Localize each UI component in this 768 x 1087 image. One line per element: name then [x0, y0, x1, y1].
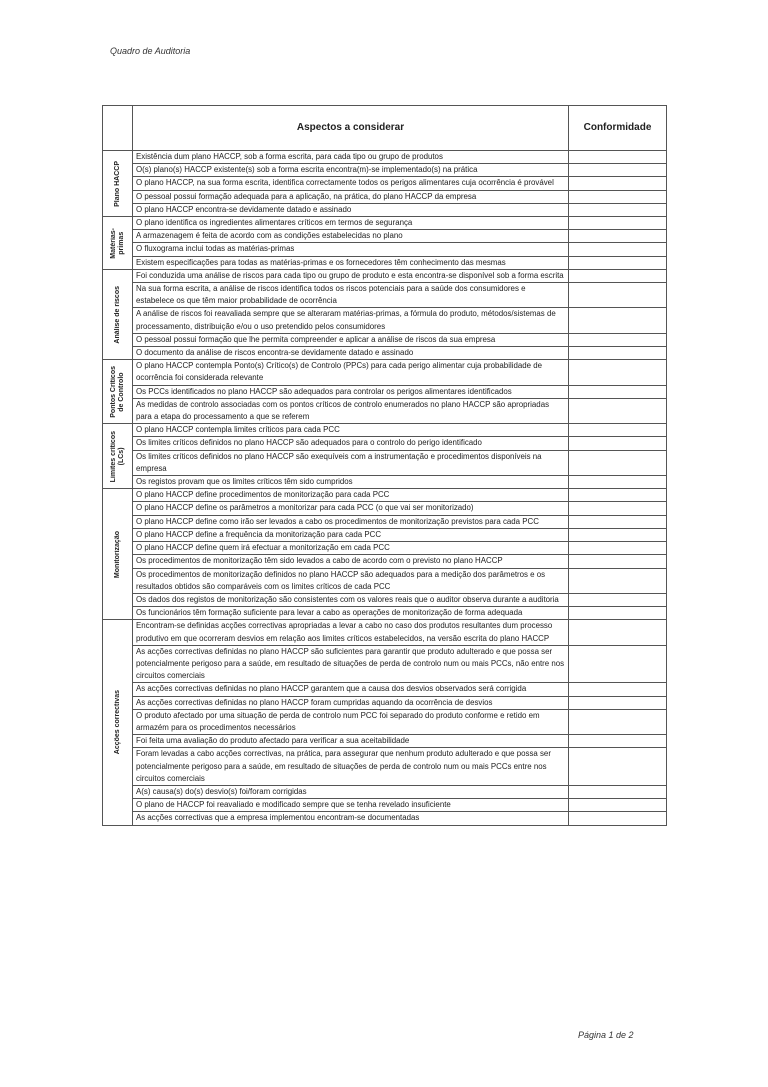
table-row [103, 709, 667, 734]
page-number: Página 1 de 2 [578, 1030, 634, 1040]
criterion-text: As acções correctivas definidas no plano HACCP garantem que a causa dos desvios observados será corrigida [133, 683, 569, 696]
table-row [103, 203, 667, 216]
criterion-text: As acções correctivas definidas no plano HACCP são suficientes para garantir que produto adulterado e que possa ser potencialmente perigoso para a saúde, em resultado de situações de perda de controlo num ou mais PCCs, não entre nos circuitos comerciais [133, 645, 569, 683]
table-row [103, 555, 667, 568]
table-row [103, 398, 667, 423]
conformity-cell[interactable] [569, 437, 667, 450]
table-row [103, 360, 667, 385]
table-row [103, 347, 667, 360]
criterion-text: O plano HACCP contempla limites críticos para cada PCC [133, 424, 569, 437]
section-category-label: Acções correctivas [113, 690, 121, 755]
conformity-cell[interactable] [569, 360, 667, 385]
conformity-cell[interactable] [569, 709, 667, 734]
criterion-text: Existência dum plano HACCP, sob a forma escrita, para cada tipo ou grupo de produtos [133, 151, 569, 164]
section-category-label: Monitorização [113, 530, 121, 578]
conformity-cell[interactable] [569, 696, 667, 709]
table-row [103, 785, 667, 798]
table-row [103, 283, 667, 308]
conformity-cell[interactable] [569, 528, 667, 541]
criterion-text: O plano HACCP define quem irá efectuar a monitorização em cada PCC [133, 542, 569, 555]
conformity-column-header: Conformidade [569, 106, 667, 151]
section-category [103, 269, 133, 359]
conformity-cell[interactable] [569, 620, 667, 645]
section-category-label: Matérias- primas [109, 227, 125, 259]
table-row [103, 243, 667, 256]
criterion-text: Existem especificações para todas as matérias-primas e os fornecedores têm conhecimento das mesmas [133, 256, 569, 269]
conformity-cell[interactable] [569, 607, 667, 620]
conformity-cell[interactable] [569, 283, 667, 308]
conformity-cell[interactable] [569, 812, 667, 825]
criterion-text: Foi feita uma avaliação do produto afectado para verificar a sua aceitabilidade [133, 735, 569, 748]
table-row [103, 256, 667, 269]
conformity-cell[interactable] [569, 203, 667, 216]
conformity-cell[interactable] [569, 542, 667, 555]
section-category [103, 360, 133, 424]
table-row [103, 607, 667, 620]
table-row [103, 489, 667, 502]
table-row [103, 424, 667, 437]
table-row [103, 620, 667, 645]
conformity-cell[interactable] [569, 735, 667, 748]
conformity-cell[interactable] [569, 398, 667, 423]
conformity-cell[interactable] [569, 177, 667, 190]
criterion-text: O(s) plano(s) HACCP existente(s) sob a forma escrita encontra(m)-se implementado(s) na prática [133, 164, 569, 177]
section-category [103, 424, 133, 489]
conformity-cell[interactable] [569, 683, 667, 696]
criterion-text: A(s) causa(s) do(s) desvio(s) foi/foram corrigidas [133, 785, 569, 798]
document-header: Quadro de Auditoria [110, 46, 191, 56]
table-header-row [103, 106, 667, 151]
conformity-cell[interactable] [569, 450, 667, 475]
criterion-text: O plano HACCP contempla Ponto(s) Crítico(s) de Controlo (PPCs) para cada perigo alimentar cuja probabilidade de ocorrência foi considerada relevante [133, 360, 569, 385]
conformity-cell[interactable] [569, 476, 667, 489]
table-row [103, 528, 667, 541]
table-row [103, 333, 667, 346]
section-category [103, 489, 133, 620]
conformity-cell[interactable] [569, 230, 667, 243]
criterion-text: O pessoal possui formação adequada para a aplicação, na prática, do plano HACCP da empresa [133, 190, 569, 203]
criterion-text: O pessoal possui formação que lhe permita compreender e aplicar a análise de riscos da sua empresa [133, 333, 569, 346]
criterion-text: Os limites críticos definidos no plano HACCP são exequíveis com a instrumentação e procedimentos disponíveis na empresa [133, 450, 569, 475]
table-row [103, 683, 667, 696]
table-row [103, 568, 667, 593]
criterion-text: O plano identifica os ingredientes alimentares críticos em termos de segurança [133, 217, 569, 230]
section-category [103, 151, 133, 217]
criterion-text: As medidas de controlo associadas com os pontos críticos de controlo enumerados no plano HACCP são apropriadas para a etapa do processamento a que se referem [133, 398, 569, 423]
criterion-text: Na sua forma escrita, a análise de riscos identifica todos os riscos potenciais para a saúde dos consumidores e estabelece os que têm maior probabilidade de ocorrência [133, 283, 569, 308]
conformity-cell[interactable] [569, 748, 667, 786]
criterion-text: O plano de HACCP foi reavaliado e modificado sempre que se tenha revelado insuficiente [133, 799, 569, 812]
criterion-text: Os procedimentos de monitorização têm sido levados a cabo de acordo com o previsto no plano HACCP [133, 555, 569, 568]
table-row [103, 177, 667, 190]
conformity-cell[interactable] [569, 269, 667, 282]
table-row [103, 696, 667, 709]
conformity-cell[interactable] [569, 385, 667, 398]
conformity-cell[interactable] [569, 555, 667, 568]
conformity-cell[interactable] [569, 190, 667, 203]
conformity-cell[interactable] [569, 424, 667, 437]
section-category [103, 217, 133, 270]
criterion-text: Encontram-se definidas acções correctivas apropriadas a levar a cabo no caso dos produtos resultantes dum processo produtivo em que ocorreram desvios em relação aos limites críticos estabelecidos, na versão escrita do plano HACCP [133, 620, 569, 645]
criterion-text: Os funcionários têm formação suficiente para levar a cabo as operações de monitorização de forma adequada [133, 607, 569, 620]
criterion-text: A armazenagem é feita de acordo com as condições estabelecidas no plano [133, 230, 569, 243]
conformity-cell[interactable] [569, 489, 667, 502]
criterion-text: Foi conduzida uma análise de riscos para cada tipo ou grupo de produto e esta encontra-se disponível sob a forma escrita [133, 269, 569, 282]
table-row [103, 542, 667, 555]
criterion-text: O plano HACCP, na sua forma escrita, identifica correctamente todos os perigos alimentares cuja ocorrência é provável [133, 177, 569, 190]
section-category-label: Análise de riscos [113, 285, 121, 344]
table-row [103, 230, 667, 243]
criterion-text: Os registos provam que os limites críticos têm sido cumpridos [133, 476, 569, 489]
criterion-text: O plano HACCP define como irão ser levados a cabo os procedimentos de monitorização previstos para cada PCC [133, 515, 569, 528]
criterion-text: O plano HACCP define procedimentos de monitorização para cada PCC [133, 489, 569, 502]
table-row [103, 645, 667, 683]
audit-table [102, 105, 667, 826]
table-row [103, 151, 667, 164]
table-row [103, 748, 667, 786]
conformity-cell[interactable] [569, 799, 667, 812]
section-category-label: Plano HACCP [113, 160, 121, 207]
table-row [103, 735, 667, 748]
conformity-cell[interactable] [569, 308, 667, 333]
table-row [103, 190, 667, 203]
conformity-cell[interactable] [569, 217, 667, 230]
criterion-text: A análise de riscos foi reavaliada sempre que se alteraram matérias-primas, a fórmula do produto, métodos/sistemas de processamento, distribuição e/ou o uso pretendido pelos consumidores [133, 308, 569, 333]
table-row [103, 593, 667, 606]
conformity-cell[interactable] [569, 502, 667, 515]
table-row [103, 164, 667, 177]
conformity-cell[interactable] [569, 333, 667, 346]
table-row [103, 476, 667, 489]
table-row [103, 502, 667, 515]
conformity-cell[interactable] [569, 593, 667, 606]
criterion-text: Os PCCs identificados no plano HACCP são adequados para controlar os perigos alimentares identificados [133, 385, 569, 398]
criterion-text: As acções correctivas que a empresa implementou encontram-se documentadas [133, 812, 569, 825]
criterion-text: O documento da análise de riscos encontra-se devidamente datado e assinado [133, 347, 569, 360]
audit-table-body [103, 151, 667, 826]
criterion-text: Os dados dos registos de monitorização são consistentes com os valores reais que o auditor observa durante a auditoria [133, 593, 569, 606]
criterion-text: As acções correctivas definidas no plano HACCP foram cumpridas aquando da ocorrência de desvios [133, 696, 569, 709]
conformity-cell[interactable] [569, 645, 667, 683]
conformity-cell[interactable] [569, 785, 667, 798]
table-row [103, 450, 667, 475]
table-row [103, 385, 667, 398]
table-row [103, 799, 667, 812]
criterion-text: O plano HACCP define os parâmetros a monitorizar para cada PCC (o que vai ser monitorizado) [133, 502, 569, 515]
table-row [103, 217, 667, 230]
criterion-text: Os procedimentos de monitorização definidos no plano HACCP são adequados para a medição dos parâmetros e os resultados obtidos são comparáveis com os limites críticos de cada PCC [133, 568, 569, 593]
conformity-cell[interactable] [569, 256, 667, 269]
criterion-text: O plano HACCP define a frequência da monitorização para cada PCC [133, 528, 569, 541]
conformity-cell[interactable] [569, 347, 667, 360]
section-category-label: Pontos Críticos de Controlo [109, 365, 125, 418]
conformity-cell[interactable] [569, 568, 667, 593]
criterion-text: O plano HACCP encontra-se devidamente datado e assinado [133, 203, 569, 216]
section-category [103, 620, 133, 825]
category-column-header [103, 106, 133, 151]
conformity-cell[interactable] [569, 164, 667, 177]
criterion-text: O produto afectado por uma situação de perda de controlo num PCC foi separado do produto conforme e retido em armazém para os procedimentos necessários [133, 709, 569, 734]
conformity-cell[interactable] [569, 515, 667, 528]
criterion-text: Os limites críticos definidos no plano HACCP são adequados para o controlo do perigo identificado [133, 437, 569, 450]
criterion-text: Foram levadas a cabo acções correctivas, na prática, para assegurar que nenhum produto adulterado e que possa ser potencialmente perigoso para a saúde, em resultado de situações de perda de controlo num ou mais PCCs entre nos circuitos comerciais [133, 748, 569, 786]
table-row [103, 812, 667, 825]
table-row [103, 437, 667, 450]
criterion-text: O fluxograma inclui todas as matérias-primas [133, 243, 569, 256]
table-row [103, 515, 667, 528]
table-row [103, 308, 667, 333]
conformity-cell[interactable] [569, 151, 667, 164]
aspects-column-header: Aspectos a considerar [133, 106, 569, 151]
conformity-cell[interactable] [569, 243, 667, 256]
table-row [103, 269, 667, 282]
section-category-label: Limites críticos (LCs) [109, 430, 125, 482]
